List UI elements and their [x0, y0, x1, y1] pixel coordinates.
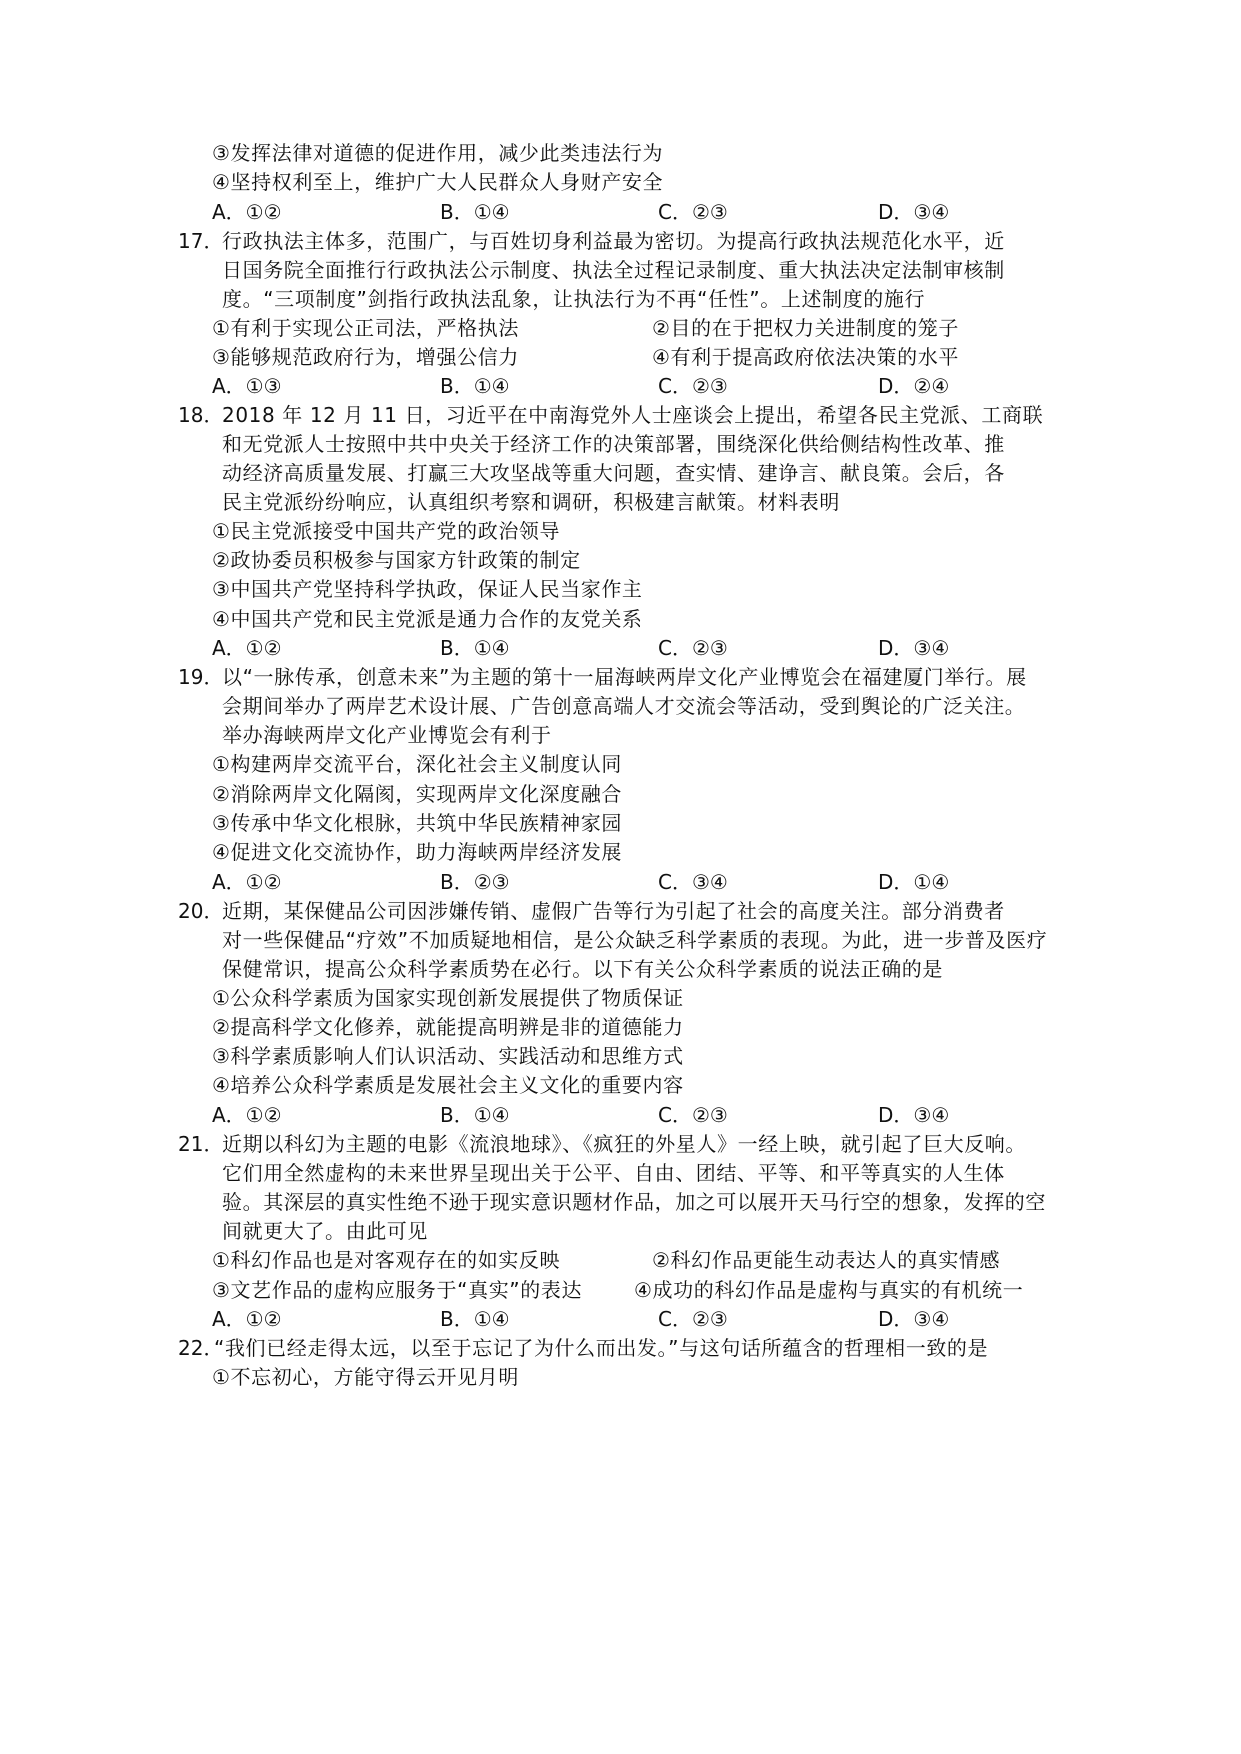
q16-answer-c: C．②③ — [658, 200, 728, 224]
q18-stem-line: 和无党派人士按照中共中央关于经济工作的决策部署，围绕深化供给侧结构性改革、推 — [222, 432, 1005, 456]
q19-answer-b: B．②③ — [440, 870, 510, 894]
q19-number: 19． — [178, 665, 224, 689]
q20-answer-b: B．①④ — [440, 1103, 510, 1127]
q20-item-4: ④培养公众科学素质是发展社会主义文化的重要内容 — [212, 1073, 684, 1097]
q21-item-2: ②科幻作品更能生动表达人的真实情感 — [652, 1248, 1001, 1272]
q16-item-4: ④坚持权利至上，维护广大人民群众人身财产安全 — [212, 170, 664, 194]
q20-item-2: ②提高科学文化修养，就能提高明辨是非的道德能力 — [212, 1015, 684, 1039]
q22-item-1: ①不忘初心，方能守得云开见月明 — [212, 1365, 519, 1389]
q21-answer-a: A．①② — [212, 1307, 282, 1331]
q17-answer-b: B．①④ — [440, 374, 510, 398]
q21-answer-b: B．①④ — [440, 1307, 510, 1331]
q21-item-1: ①科幻作品也是对客观存在的如实反映 — [212, 1248, 561, 1272]
q17-number: 17． — [178, 229, 224, 253]
q16-answer-d: D．③④ — [878, 200, 950, 224]
q17-stem-line: 日国务院全面推行行政执法公示制度、执法全过程记录制度、重大执法决定法制审核制 — [222, 258, 1005, 282]
q19-item-1: ①构建两岸交流平台，深化社会主义制度认同 — [212, 752, 622, 776]
q18-stem-line: 动经济高质量发展、打赢三大攻坚战等重大问题，查实情、建诤言、献良策。会后，各 — [222, 461, 1005, 485]
q18-answer-c: C．②③ — [658, 636, 728, 660]
q18-answer-d: D．③④ — [878, 636, 950, 660]
q19-stem-line: 会期间举办了两岸艺术设计展、广告创意高端人才交流会等活动，受到舆论的广泛关注。 — [222, 694, 1026, 718]
q20-stem-line: 保健常识，提高公众科学素质势在必行。以下有关公众科学素质的说法正确的是 — [222, 957, 943, 981]
q21-item-4: ④成功的科幻作品是虚构与真实的有机统一 — [634, 1278, 1024, 1302]
q19-item-4: ④促进文化交流协作，助力海峡两岸经济发展 — [212, 840, 622, 864]
q17-item-4: ④有利于提高政府依法决策的水平 — [652, 345, 959, 369]
q18-answer-b: B．①④ — [440, 636, 510, 660]
q16-answer-b: B．①④ — [440, 200, 510, 224]
q18-stem-line: 2018 年 12 月 11 日，习近平在中南海党外人士座谈会上提出，希望各民主党派、工商联 — [222, 403, 1044, 427]
q17-item-1: ①有利于实现公正司法，严格执法 — [212, 316, 519, 340]
q21-stem-line: 间就更大了。由此可见 — [222, 1219, 428, 1243]
q18-item-2: ②政协委员积极参与国家方针政策的制定 — [212, 548, 581, 572]
q19-stem-line: 以“一脉传承，创意未来”为主题的第十一届海峡两岸文化产业博览会在福建厦门举行。展 — [222, 665, 1027, 689]
q17-stem-line: 度。“三项制度”剑指行政执法乱象，让执法行为不再“任性”。上述制度的施行 — [222, 287, 926, 311]
q20-stem-line: 对一些保健品“疗效”不加质疑地相信，是公众缺乏科学素质的表现。为此，进一步普及医疗 — [222, 928, 1048, 952]
q20-answer-a: A．①② — [212, 1103, 282, 1127]
q21-number: 21． — [178, 1132, 224, 1156]
q16-item-3: ③发挥法律对道德的促进作用，减少此类违法行为 — [212, 141, 664, 165]
q21-item-3: ③文艺作品的虚构应服务于“真实”的表达 — [212, 1278, 583, 1302]
q22-number: 22． — [178, 1336, 224, 1360]
q16-answer-a: A．①② — [212, 200, 282, 224]
q22-stem-line: “我们已经走得太远，以至于忘记了为什么而出发。”与这句话所蕴含的哲理相一致的是 — [214, 1336, 989, 1360]
q20-item-3: ③科学素质影响人们认识活动、实践活动和思维方式 — [212, 1044, 684, 1068]
q21-answer-d: D．③④ — [878, 1307, 950, 1331]
q18-number: 18． — [178, 403, 224, 427]
q17-item-3: ③能够规范政府行为，增强公信力 — [212, 345, 519, 369]
q20-number: 20． — [178, 899, 224, 923]
q17-answer-c: C．②③ — [658, 374, 728, 398]
q20-answer-c: C．②③ — [658, 1103, 728, 1127]
q20-stem-line: 近期，某保健品公司因涉嫌传销、虚假广告等行为引起了社会的高度关注。部分消费者 — [222, 899, 1005, 923]
q21-stem-line: 它们用全然虚构的未来世界呈现出关于公平、自由、团结、平等、和平等真实的人生体 — [222, 1161, 1005, 1185]
q18-stem-line: 民主党派纷纷响应，认真组织考察和调研，积极建言献策。材料表明 — [222, 490, 840, 514]
q18-item-4: ④中国共产党和民主党派是通力合作的友党关系 — [212, 607, 643, 631]
q18-answer-a: A．①② — [212, 636, 282, 660]
q20-answer-d: D．③④ — [878, 1103, 950, 1127]
q17-stem-line: 行政执法主体多，范围广，与百姓切身利益最为密切。为提高行政执法规范化水平，近 — [222, 229, 1005, 253]
q19-answer-d: D．①④ — [878, 870, 950, 894]
q17-item-2: ②目的在于把权力关进制度的笼子 — [652, 316, 959, 340]
q18-item-3: ③中国共产党坚持科学执政，保证人民当家作主 — [212, 577, 643, 601]
q21-answer-c: C．②③ — [658, 1307, 728, 1331]
q17-answer-d: D．②④ — [878, 374, 950, 398]
q21-stem-line: 验。其深层的真实性绝不逊于现实意识题材作品，加之可以展开天马行空的想象，发挥的空 — [222, 1190, 1046, 1214]
q17-answer-a: A．①③ — [212, 374, 282, 398]
q19-item-2: ②消除两岸文化隔阂，实现两岸文化深度融合 — [212, 782, 622, 806]
q19-answer-a: A．①② — [212, 870, 282, 894]
q19-stem-line: 举办海峡两岸文化产业博览会有利于 — [222, 723, 552, 747]
q19-item-3: ③传承中华文化根脉，共筑中华民族精神家园 — [212, 811, 622, 835]
q21-stem-line: 近期以科幻为主题的电影《流浪地球》、《疯狂的外星人》一经上映，就引起了巨大反响。 — [222, 1132, 1026, 1156]
q20-item-1: ①公众科学素质为国家实现创新发展提供了物质保证 — [212, 986, 684, 1010]
q18-item-1: ①民主党派接受中国共产党的政治领导 — [212, 519, 561, 543]
q19-answer-c: C．③④ — [658, 870, 728, 894]
